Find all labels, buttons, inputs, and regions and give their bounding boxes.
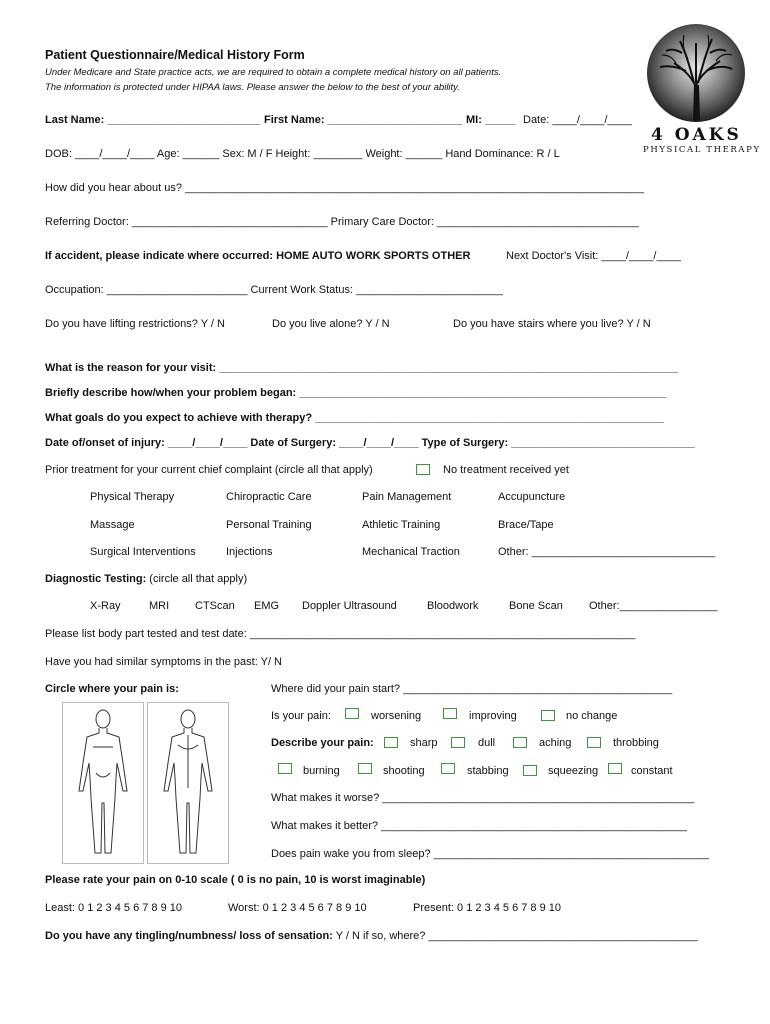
lifting-restrictions[interactable]: Do you have lifting restrictions? Y / N: [45, 318, 225, 330]
hear-about-us-field[interactable]: How did you hear about us? ___________________________________________________________________________: [45, 182, 644, 194]
stabbing-label: stabbing: [467, 765, 509, 777]
present-pain-scale[interactable]: Present: 0 1 2 3 4 5 6 7 8 9 10: [413, 902, 561, 914]
tree-logo-icon: [646, 23, 746, 123]
form-subtitle-2: The information is protected under HIPAA laws. Please answer the below to the best of your ability.: [45, 82, 460, 93]
treatment-other-field[interactable]: Other: ______________________________: [498, 546, 716, 558]
treatment-option[interactable]: Athletic Training: [362, 519, 441, 531]
diagnostic-option[interactable]: MRI: [149, 600, 170, 612]
diagnostic-option[interactable]: Bone Scan: [509, 600, 563, 612]
reason-for-visit-field[interactable]: What is the reason for your visit: ___________________________________________________________________________: [45, 362, 679, 374]
problem-began-field[interactable]: Briefly describe how/when your problem began: ____________________________________________________________: [45, 387, 667, 399]
form-title: Patient Questionnaire/Medical History Form: [45, 48, 305, 62]
shooting-checkbox[interactable]: [358, 763, 372, 774]
improving-checkbox[interactable]: [443, 708, 457, 719]
circle-pain-label: Circle where your pain is:: [45, 683, 179, 695]
diagnostic-other-field[interactable]: Other:________________: [589, 600, 718, 612]
dull-label: dull: [478, 737, 496, 749]
stairs-at-home[interactable]: Do you have stairs where you live? Y / N: [453, 318, 651, 330]
accident-location-row[interactable]: If accident, please indicate where occurred: HOME AUTO WORK SPORTS OTHER: [45, 250, 471, 262]
sharp-checkbox[interactable]: [384, 737, 398, 748]
treatment-option[interactable]: Injections: [226, 546, 273, 558]
diagnostic-option[interactable]: CTScan: [195, 600, 235, 612]
first-name-field[interactable]: First Name: ______________________: [264, 114, 463, 126]
stabbing-checkbox[interactable]: [441, 763, 455, 774]
throbbing-checkbox[interactable]: [587, 737, 601, 748]
no-treatment-label: No treatment received yet: [443, 464, 569, 476]
no-change-checkbox[interactable]: [541, 710, 555, 721]
diagnostic-option[interactable]: Bloodwork: [427, 600, 479, 612]
treatment-option[interactable]: Brace/Tape: [498, 519, 554, 531]
treatment-option[interactable]: Mechanical Traction: [362, 546, 460, 558]
treatment-option[interactable]: Personal Training: [226, 519, 312, 531]
no-change-label: no change: [566, 710, 618, 722]
dull-checkbox[interactable]: [451, 737, 465, 748]
describe-pain-label: Describe your pain:: [271, 737, 374, 749]
injury-surgery-row[interactable]: Date of/onset of injury: ____/____/____ Date of Surgery: ____/____/____ Type of Surgery: ______________________________: [45, 437, 695, 449]
improving-label: improving: [469, 710, 517, 722]
aching-checkbox[interactable]: [513, 737, 527, 748]
burning-label: burning: [303, 765, 340, 777]
mi-field[interactable]: MI: _____: [466, 114, 516, 126]
no-treatment-checkbox[interactable]: [416, 464, 430, 475]
body-diagram-front[interactable]: [62, 702, 144, 864]
shooting-label: shooting: [383, 765, 425, 777]
last-name-field[interactable]: Last Name: _________________________: [45, 114, 261, 126]
wake-from-sleep-field[interactable]: Does pain wake you from sleep? _____________________________________________: [271, 848, 709, 860]
burning-checkbox[interactable]: [278, 763, 292, 774]
diagnostic-option[interactable]: EMG: [254, 600, 280, 612]
tingling-answer[interactable]: Y / N if so, where? ____________________________________________: [332, 930, 698, 942]
constant-label: constant: [631, 765, 673, 777]
squeezing-checkbox[interactable]: [523, 765, 537, 776]
makes-worse-field[interactable]: What makes it worse? ___________________________________________________: [271, 792, 695, 804]
treatment-option[interactable]: Accupuncture: [498, 491, 566, 503]
treatment-option[interactable]: Pain Management: [362, 491, 452, 503]
pain-scale-label: Please rate your pain on 0-10 scale ( 0 is no pain, 10 is worst imaginable): [45, 874, 426, 886]
occupation-row[interactable]: Occupation: _______________________ Current Work Status: ________________________: [45, 284, 503, 296]
pain-start-field[interactable]: Where did your pain start? ____________________________________________: [271, 683, 673, 695]
constant-checkbox[interactable]: [608, 763, 622, 774]
least-pain-scale[interactable]: Least: 0 1 2 3 4 5 6 7 8 9 10: [45, 902, 182, 914]
prior-treatment-label: Prior treatment for your current chief complaint (circle all that apply): [45, 464, 373, 476]
form-subtitle-1: Under Medicare and State practice acts, we are required to obtain a complete medical history on all patients.: [45, 67, 502, 78]
next-visit-field[interactable]: Next Doctor's Visit: ____/____/____: [506, 250, 681, 262]
tingling-label: Do you have any tingling/numbness/ loss of sensation:: [45, 930, 333, 942]
aching-label: aching: [539, 737, 572, 749]
squeezing-label: squeezing: [548, 765, 599, 777]
makes-better-field[interactable]: What makes it better? __________________________________________________: [271, 820, 687, 832]
diagnostic-label-rest: (circle all that apply): [146, 573, 248, 585]
doctor-row[interactable]: Referring Doctor: ________________________________ Primary Care Doctor: _________________________________: [45, 216, 639, 228]
worst-pain-scale[interactable]: Worst: 0 1 2 3 4 5 6 7 8 9 10: [228, 902, 367, 914]
logo-tagline: PHYSICAL THERAPY: [643, 145, 761, 155]
worsening-checkbox[interactable]: [345, 708, 359, 719]
demographics-row[interactable]: DOB: ____/____/____ Age: ______ Sex: M / F Height: ________ Weight: ______ Hand Dominance: R / L: [45, 148, 560, 160]
diagnostic-option[interactable]: Doppler Ultrasound: [302, 600, 397, 612]
body-part-tested-field[interactable]: Please list body part tested and test date: _______________________________________________________________: [45, 628, 636, 640]
similar-symptoms[interactable]: Have you had similar symptoms in the past: Y/ N: [45, 656, 283, 668]
sharp-label: sharp: [410, 737, 438, 749]
treatment-option[interactable]: Chiropractic Care: [226, 491, 312, 503]
treatment-option[interactable]: Surgical Interventions: [90, 546, 196, 558]
date-field[interactable]: Date: ____/____/____: [523, 114, 632, 126]
live-alone[interactable]: Do you live alone? Y / N: [272, 318, 390, 330]
tingling-row[interactable]: [45, 930, 698, 942]
logo-name: 4 OAKS: [651, 125, 742, 145]
body-diagram-back[interactable]: [147, 702, 229, 864]
treatment-option[interactable]: Massage: [90, 519, 135, 531]
worsening-label: worsening: [371, 710, 422, 722]
therapy-goals-field[interactable]: What goals do you expect to achieve with therapy? _________________________________________________________: [45, 412, 664, 424]
treatment-option[interactable]: Physical Therapy: [90, 491, 175, 503]
pain-trend-label: Is your pain:: [271, 710, 331, 722]
diagnostic-label-bold: Diagnostic Testing:: [45, 573, 147, 585]
diagnostic-option[interactable]: X-Ray: [90, 600, 121, 612]
throbbing-label: throbbing: [613, 737, 659, 749]
diagnostic-label: [45, 573, 247, 585]
